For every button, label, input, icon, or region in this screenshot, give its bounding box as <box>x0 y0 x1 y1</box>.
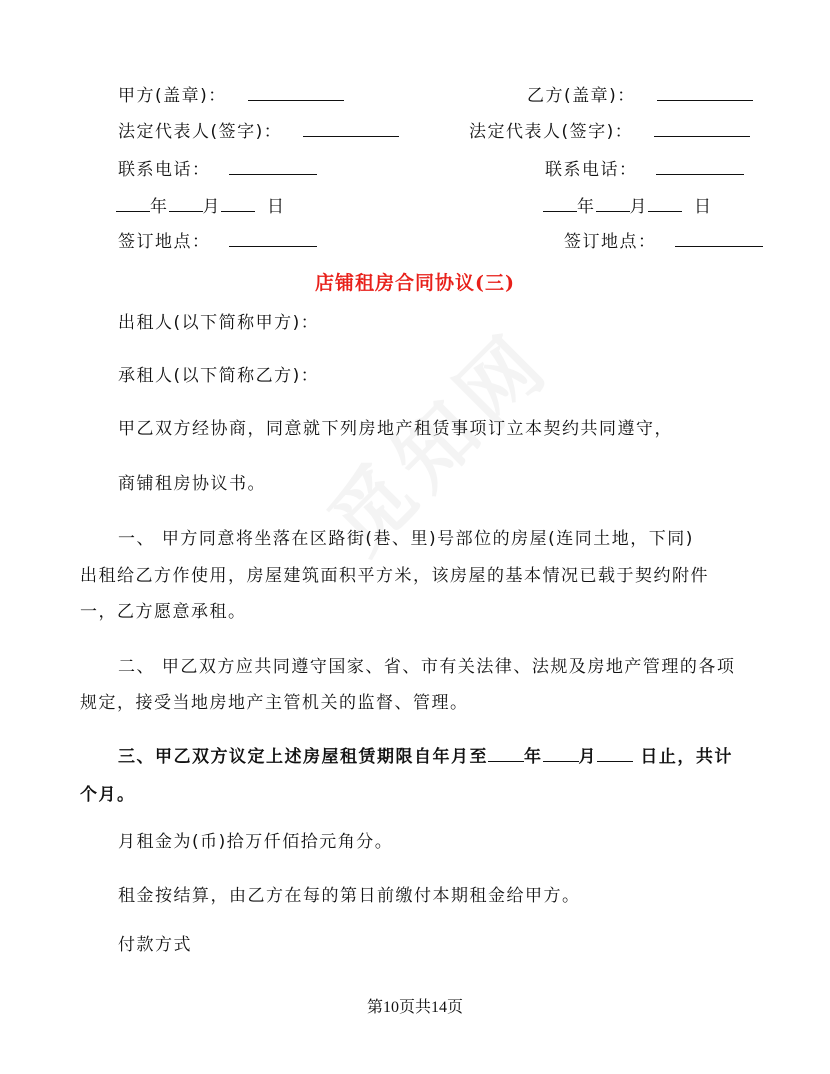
date-b-year: 年 <box>577 197 596 217</box>
clause-3-month: 月 <box>578 747 597 767</box>
payment-method-line: 付款方式 <box>118 935 192 955</box>
date-a-line <box>116 197 286 217</box>
clause-2-line-1: 二、 甲乙双方应共同遵守国家、省、市有关法律、法规及房地产管理的各项 <box>118 657 736 677</box>
lessee-line: 承租人(以下简称乙方)： <box>118 366 320 386</box>
clause-2-line-2: 规定，接受当地房地产主管机关的监督、管理。 <box>80 693 469 713</box>
date-a-day-blank <box>221 197 255 212</box>
rent-line: 月租金为(币)拾万仟佰拾元角分。 <box>118 832 394 852</box>
date-b-month-blank <box>596 197 630 212</box>
clause-3-line-2: 个月。 <box>80 785 136 805</box>
date-a-year-blank <box>116 197 150 212</box>
date-b-day-blank <box>648 197 682 212</box>
legal-rep-a-label: 法定代表人(签字)： <box>118 122 283 142</box>
party-b-seal-line <box>527 86 753 106</box>
party-b-seal-blank <box>657 86 753 101</box>
party-a-seal-label: 甲方(盖章)： <box>118 86 227 106</box>
legal-rep-b-label: 法定代表人(签字)： <box>469 122 634 142</box>
phone-a-line <box>118 160 317 180</box>
clause-3-year-blank <box>488 747 524 762</box>
date-b-day: 日 <box>694 197 713 217</box>
phone-b-line <box>545 160 744 180</box>
intro-line-1: 甲乙双方经协商，同意就下列房地产租赁事项订立本契约共同遵守， <box>118 419 673 439</box>
party-a-seal-blank <box>248 86 344 101</box>
date-a-year: 年 <box>150 197 169 217</box>
legal-rep-b-blank <box>654 122 750 137</box>
date-a-month-blank <box>169 197 203 212</box>
clause-1-line-2: 出租给乙方作使用，房屋建筑面积平方米，该房屋的基本情况已载于契约附件 <box>80 566 709 586</box>
clause-3-text: 三、甲乙双方议定上述房屋租赁期限自年月至 <box>118 747 488 767</box>
place-a-line <box>118 232 317 252</box>
clause-3-end: 日止，共计 <box>633 747 733 767</box>
legal-rep-b-line <box>469 122 750 142</box>
clause-3-line-1 <box>118 747 733 767</box>
party-a-seal-line <box>118 86 344 106</box>
legal-rep-a-line <box>118 122 399 142</box>
clause-3-day-blank <box>597 747 633 762</box>
clause-1-line-1: 一、 甲方同意将坐落在区路街(巷、里)号部位的房屋(连同土地，下同) <box>118 529 694 549</box>
date-a-month: 月 <box>202 197 221 217</box>
date-b-year-blank <box>543 197 577 212</box>
intro-line-2: 商铺租房协议书。 <box>118 474 266 494</box>
phone-b-blank <box>656 160 744 175</box>
phone-b-label: 联系电话： <box>545 160 638 180</box>
payment-line: 租金按结算，由乙方在每的第日前缴付本期租金给甲方。 <box>118 886 581 906</box>
phone-a-blank <box>229 160 317 175</box>
clause-3-year: 年 <box>524 747 543 767</box>
date-b-month: 月 <box>629 197 648 217</box>
place-b-line <box>564 232 763 252</box>
place-b-blank <box>675 232 763 247</box>
document-title: 店铺租房合同协议(三) <box>315 272 515 294</box>
date-b-line <box>543 197 713 217</box>
legal-rep-a-blank <box>303 122 399 137</box>
clause-1-line-3: 一，乙方愿意承租。 <box>80 602 247 622</box>
place-a-label: 签订地点： <box>118 232 211 252</box>
lessor-line: 出租人(以下简称甲方)： <box>118 313 320 333</box>
page-number-footer: 第10页共14页 <box>366 999 463 1016</box>
place-a-blank <box>229 232 317 247</box>
date-a-day: 日 <box>267 197 286 217</box>
place-b-label: 签订地点： <box>564 232 657 252</box>
phone-a-label: 联系电话： <box>118 160 211 180</box>
clause-3-month-blank <box>543 747 579 762</box>
party-b-seal-label: 乙方(盖章)： <box>527 86 636 106</box>
